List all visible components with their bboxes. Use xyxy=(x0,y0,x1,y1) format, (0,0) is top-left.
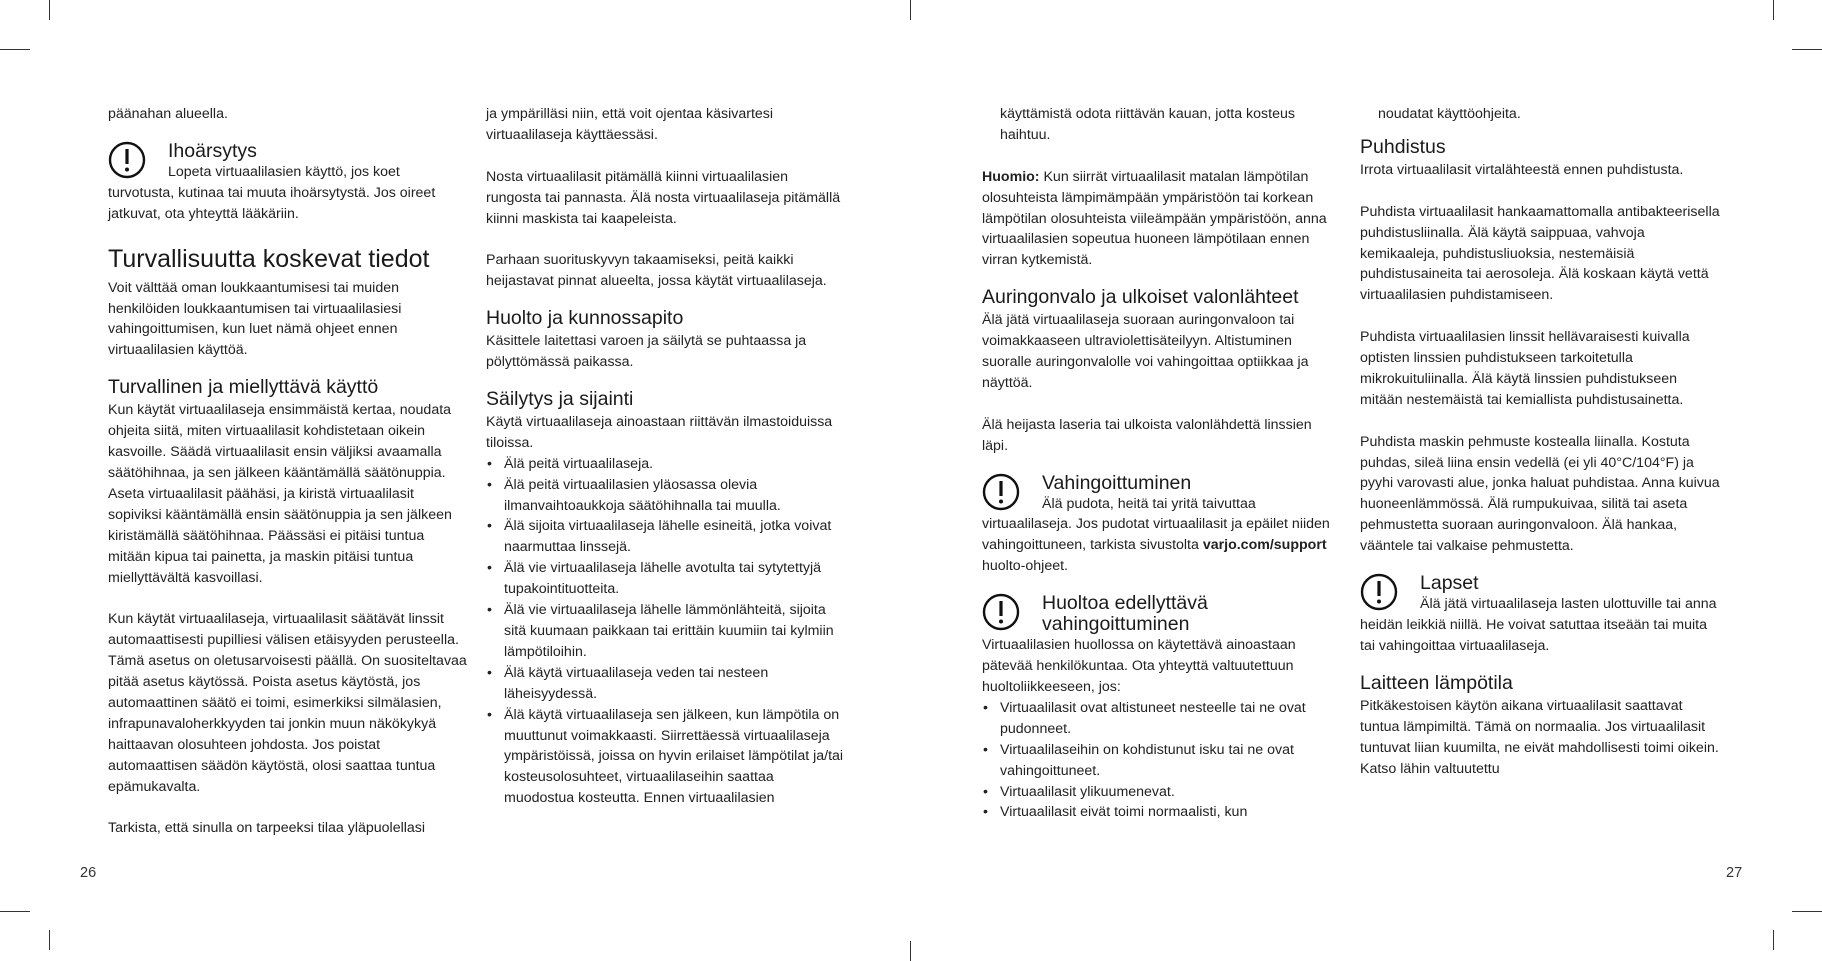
subsection-heading: Puhdistus xyxy=(1360,135,1446,158)
subsection-heading: Auringonvalo ja ulkoiset valonlähteet xyxy=(982,286,1299,309)
crop-mark xyxy=(910,0,911,20)
subsection-heading: Turvallinen ja miellyttävä käyttö xyxy=(108,376,379,399)
list-item: • Älä sijoita virtuaalilaseja lähelle esineitä, jotka voivat naarmuttaa linssejä. xyxy=(486,516,846,558)
crop-mark xyxy=(49,0,50,20)
warning-children xyxy=(1360,573,1720,657)
paragraph: Kun käytät virtuaalilaseja ensimmäistä kertaa, noudata ohjeita siitä, miten virtuaalilasit kohdistetaan oikein kasvoille. Säädä virtuaalilasit ensin väljiksi avaamalla säätöhihnaa, ja sen jälkeen kääntämällä säätönuppia. Aseta virtuaalilasit päähäsi, ja kiristä virtuaalilasit sopiviksi kääntämällä ensin säätönuppia ja sen jälkeen kiristämällä säätöhihnaa. Päässäsi ei pitäisi tuntua mitään kipua tai painetta, ja maskin pitäisi tuntua miellyttävältä kasvoillasi. xyxy=(108,402,452,586)
warning-icon xyxy=(108,141,146,179)
warning-title: Huoltoa edellyttävä vahingoittuminen xyxy=(1042,592,1208,636)
list-item: • Älä vie virtuaalilaseja lähelle avotulta tai sytytettyjä tupakointituotteita. xyxy=(486,558,846,600)
paragraph: Käsittele laitettasi varoen ja säilytä se puhtaassa ja pölyttömässä paikassa. xyxy=(486,333,807,371)
paragraph: Nosta virtuaalilasit pitämällä kiinni virtuaalilasien rungosta tai pannasta. Älä nosta virtuaalilaseja pitämällä kiinni maskista tai kaapeleista. xyxy=(486,168,841,227)
subsection-heading: Huolto ja kunnossapito xyxy=(486,307,684,330)
warning-icon xyxy=(982,473,1020,511)
support-link[interactable]: varjo.com/support xyxy=(1202,537,1327,554)
column-1 xyxy=(108,104,468,839)
section-heading: Turvallisuutta koskevat tiedot xyxy=(108,244,430,273)
paragraph: Puhdista maskin pehmuste kostealla liinalla. Kostuta puhdas, sileä liina ensin vedellä (ei yli 40°C/104°F) ja pyyhi varovasti alue, jonka haluat puhdistaa. Anna kuivua huoneenlämmössä. Älä rumpukuivaa, silitä tai aseta pehmustetta suoraan auringonvaloon. Älä hankaa, vääntele tai valkaise pehmustetta. xyxy=(1360,433,1720,555)
paragraph: Irrota virtuaalilasit virtalähteestä ennen puhdistusta. xyxy=(1360,161,1684,178)
warning-text: Lopeta virtuaalilasien käyttö, jos koet turvotusta, kutinaa tai muuta ihoärsytystä. Jos oireet jatkuvat, ota yhteyttä lääkäriin. xyxy=(108,163,436,222)
crop-mark xyxy=(1773,930,1774,950)
list-item: • Älä käytä virtuaalilaseja veden tai nesteen läheisyydessä. xyxy=(486,663,846,705)
column-2 xyxy=(486,104,846,809)
bullet-list xyxy=(982,698,1340,823)
note-text: Kun siirrät virtuaalilasit matalan lämpötilan olosuhteista lämpimämpään ympäristöön tai korkean lämpötilan olosuhteista viileämpään ympäristöön, anna virtuaalilasien sopeutua huoneen lämpötilaan ennen virran kytkemistä. xyxy=(982,168,1327,269)
column-4 xyxy=(1360,104,1720,779)
paragraph: noudatat käyttöohjeita. xyxy=(1378,106,1521,122)
paragraph: Puhdista virtuaalilasien linssit hellävaraisesti kuivalla optisten linssien puhdistukseen tarkoitetulla mikrokuituliinalla. Älä käytä linssien puhdistukseen mitään nestemäistä tai kemiallista puhdistusainetta. xyxy=(1360,329,1690,408)
page-number-left: 26 xyxy=(80,865,97,881)
page-number-right: 27 xyxy=(1726,865,1743,881)
warning-title: Ihoärsytys xyxy=(168,139,257,162)
crop-mark xyxy=(1792,49,1822,50)
paragraph: Käytä virtuaalilaseja ainoastaan riittävän ilmastoiduissa tiloissa. xyxy=(486,413,833,451)
paragraph: ja ympärilläsi niin, että voit ojentaa käsivartesi virtuaalilaseja käyttäessäsi. xyxy=(486,106,774,143)
crop-mark xyxy=(910,941,911,961)
warning-text: Älä jätä virtuaalilaseja lasten ulottuville tai anna heidän leikkiä niillä. He voivat satuttaa itseään tai muita tai vahingoittaa virtuaalilaseja. xyxy=(1360,596,1717,654)
paragraph: Voit välttää oman loukkaantumisesi tai muiden henkilöiden loukkaantumisen tai virtuaalilasiesi vahingoittumisen, kun luet nämä ohjeet ennen virtuaalilasien käyttöä. xyxy=(108,279,402,359)
column-3 xyxy=(982,104,1340,823)
crop-mark xyxy=(49,930,50,950)
paragraph: Älä heijasta laseria tai ulkoista valonlähdettä linssien läpi. xyxy=(982,416,1312,454)
list-item: • Virtuaalilaseihin on kohdistunut isku tai ne ovat vahingoittuneet. xyxy=(982,740,1340,782)
warning-text: Virtuaalilasien huollossa on käytettävä ainoastaan pätevää henkilökuntaa. Ota yhteyttä valtuutettuun huoltoliikkeeseen, jos: xyxy=(982,637,1296,695)
paragraph: päänahan alueella. xyxy=(108,106,228,122)
paragraph: Pitkäkestoisen käytön aikana virtuaalilasit saattavat tuntua lämpimiltä. Tämä on normaalia. Jos virtuaalilasit tuntuvat liian kuumilta, ne eivät mahdollisesti toimi oikein. Katso lähin valtuutettu xyxy=(1360,697,1719,777)
warning-skin-irritation xyxy=(108,141,468,225)
warning-icon xyxy=(982,593,1020,631)
warning-damage xyxy=(982,473,1340,578)
crop-mark xyxy=(1773,0,1774,20)
paragraph: Kun käytät virtuaalilaseja, virtuaalilasit säätävät linssit automaattisesti pupilliesi välisen etäisyyden perusteella. Tämä asetus on oletusarvoisesti päällä. On suositeltavaa pitää asetus käytössä. Poista asetus käytöstä, jos automaattinen säätö ei toimi, esimerkiksi silmälasien, infrapunavaloherkkyyden tai jonkin muun näkökykyä haittaavan olosuhteen johdosta. Jos poistat automaattisen säädön käytöstä, olosi saattaa tuntua epämukavalta. xyxy=(108,611,467,795)
list-item: • Älä käytä virtuaalilaseja sen jälkeen, kun lämpötila on muuttunut voimakkaasti. Siirrettäessä virtuaalilaseja ympäristöissä, joissa on hyvin erilaiset lämpötilat ja/tai kosteusolosuhteet, virtuaalilaseihin saattaa muodostua kosteutta. Ennen virtuaalilasien xyxy=(486,705,846,810)
list-item: • Älä peitä virtuaalilasien yläosassa olevia ilmanvaihtoaukkoja säätöhihnalla tai muulla. xyxy=(486,475,846,517)
list-item: • Älä vie virtuaalilaseja lähelle lämmönlähteitä, sijoita sitä kuumaan paikkaan tai erittäin kuumiin tai kylmiin lämpötiloihin. xyxy=(486,600,846,663)
paragraph: Parhaan suorituskyvyn takaamiseksi, peitä kaikki heijastavat pinnat alueelta, jossa käytät virtuaalilaseja. xyxy=(486,252,827,290)
crop-mark xyxy=(0,911,30,912)
list-item: • Virtuaalilasit ylikuumenevat. xyxy=(982,782,1340,803)
paragraph: Puhdista virtuaalilasit hankaamattomalla antibakteerisella puhdistusliinalla. Älä käytä saippuaa, vahvoja kemikaaleja, puhdistusliuoksia, nestemäisiä puhdistusaineita tai aerosoleja. Älä koskaan käytä vettä virtuaalilasien puhdistamiseen. xyxy=(1360,203,1720,304)
warning-service-damage xyxy=(982,593,1340,698)
crop-mark xyxy=(1792,911,1822,912)
note-label: Huomio: xyxy=(982,168,1040,185)
list-item: • Älä peitä virtuaalilaseja. xyxy=(486,454,846,475)
bullet-list xyxy=(486,454,846,809)
subsection-heading: Säilytys ja sijainti xyxy=(486,387,634,410)
warning-title: Vahingoittuminen xyxy=(1042,471,1192,494)
subsection-heading: Laitteen lämpötila xyxy=(1360,671,1513,694)
paragraph: Tarkista, että sinulla on tarpeeksi tilaa yläpuolellasi xyxy=(108,820,426,837)
paragraph: Älä jätä virtuaalilaseja suoraan auringonvaloon tai voimakkaaseen ultraviolettisäteilyyn. Altistuminen suoralle auringonvalolle voi vahingoittaa optiikkaa ja näyttöä. xyxy=(982,312,1309,391)
warning-title: Lapset xyxy=(1420,572,1479,595)
note-paragraph xyxy=(982,167,1340,272)
warning-icon xyxy=(1360,573,1398,611)
list-item: • Virtuaalilasit eivät toimi normaalisti, kun xyxy=(982,802,1340,823)
paragraph: käyttämistä odota riittävän kauan, jotta kosteus haihtuu. xyxy=(1000,106,1295,143)
list-item: • Virtuaalilasit ovat altistuneet nesteelle tai ne ovat pudonneet. xyxy=(982,698,1340,740)
crop-mark xyxy=(0,49,30,50)
warning-text: Älä pudota, heitä tai yritä taivuttaa virtuaalilaseja. Jos pudotat virtuaalilasit ja epäilet niiden vahingoittuneen, tarkista sivustolta varjo.com/support huolto-ohjeet. xyxy=(982,495,1330,575)
